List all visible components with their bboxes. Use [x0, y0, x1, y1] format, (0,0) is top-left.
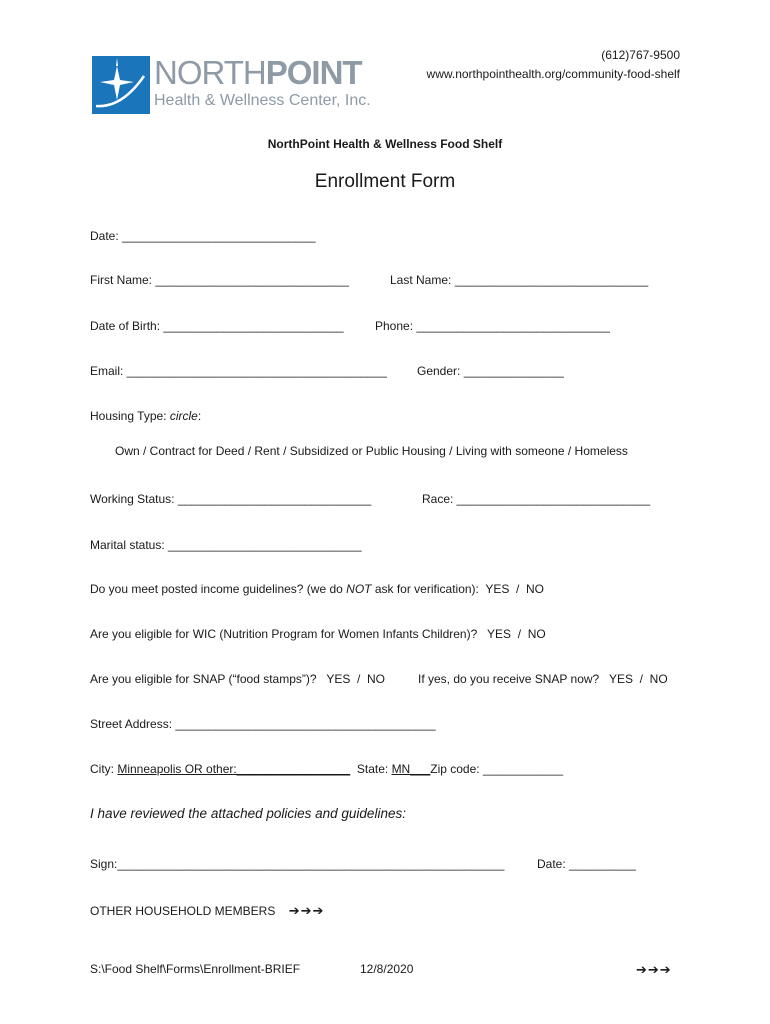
arrow-right-icon: ➔➔➔ [288, 903, 325, 918]
star-logo-icon [92, 56, 150, 114]
gender-field[interactable]: Gender: _______________ [417, 364, 564, 378]
date-field[interactable]: Date: _____________________________ [90, 229, 316, 243]
signature-field[interactable]: Sign:__________________________________________________________ [90, 857, 505, 871]
contact-info [427, 46, 680, 84]
state-label: State: [350, 762, 392, 776]
signature-date-field[interactable]: Date: __________ [537, 857, 636, 871]
email-field[interactable]: Email: _______________________________________ [90, 364, 387, 378]
marital-status-field[interactable]: Marital status: _____________________________ [90, 538, 362, 552]
housing-options[interactable]: Own / Contract for Deed / Rent / Subsidized or Public Housing / Living with someone / Homeless [115, 444, 628, 458]
snap-receive-question[interactable]: If yes, do you receive SNAP now? YES / NO [418, 672, 668, 686]
northpoint-logo [92, 54, 371, 116]
dob-field[interactable]: Date of Birth: ___________________________ [90, 319, 344, 333]
race-field[interactable]: Race: _____________________________ [422, 492, 651, 506]
housing-hint: circle [169, 409, 198, 423]
footer-date: 12/8/2020 [360, 962, 414, 976]
contact-website[interactable]: www.northpointhealth.org/community-food-shelf [426, 67, 680, 81]
logo-wordmark: NORTHPOINT [154, 54, 362, 91]
first-name-field[interactable]: First Name: _____________________________ [90, 273, 349, 287]
footer-file-path: S:\Food Shelf\Forms\Enrollment-BRIEF [90, 962, 301, 976]
phone-field[interactable]: Phone: _____________________________ [375, 319, 610, 333]
logo-subtitle: Health & Wellness Center, Inc. [154, 92, 371, 109]
income-guidelines-question[interactable]: Do you meet posted income guidelines? (we do NOT ask for verification): YES / NO [90, 582, 544, 596]
street-address-field[interactable]: Street Address: _______________________________________ [90, 717, 436, 731]
working-status-field[interactable]: Working Status: _____________________________ [90, 492, 372, 506]
wic-question[interactable]: Are you eligible for WIC (Nutrition Program for Women Infants Children)? YES / NO [90, 627, 546, 641]
form-title: Enrollment Form [314, 171, 456, 192]
zip-field[interactable]: Zip code: ____________ [430, 762, 564, 776]
last-name-field[interactable]: Last Name: _____________________________ [390, 273, 649, 287]
contact-phone: (612)767-9500 [601, 48, 680, 62]
housing-type-label: Housing Type: circle: [90, 409, 202, 423]
household-members-label: OTHER HOUSEHOLD MEMBERS ➔➔➔ [90, 903, 325, 918]
snap-eligible-question[interactable]: Are you eligible for SNAP (“food stamps”)? YES / NO [90, 672, 386, 686]
city-field[interactable]: Minneapolis OR other:_________________ [117, 762, 351, 776]
city-state-zip-row[interactable] [90, 762, 563, 776]
policies-acknowledgement: I have reviewed the attached policies and guidelines: [90, 806, 406, 821]
state-field[interactable]: MN___ [391, 762, 431, 776]
arrow-right-icon: ➔➔➔ [636, 962, 672, 977]
org-title: NorthPoint Health & Wellness Food Shelf [267, 137, 503, 151]
city-label: City: [90, 762, 118, 776]
